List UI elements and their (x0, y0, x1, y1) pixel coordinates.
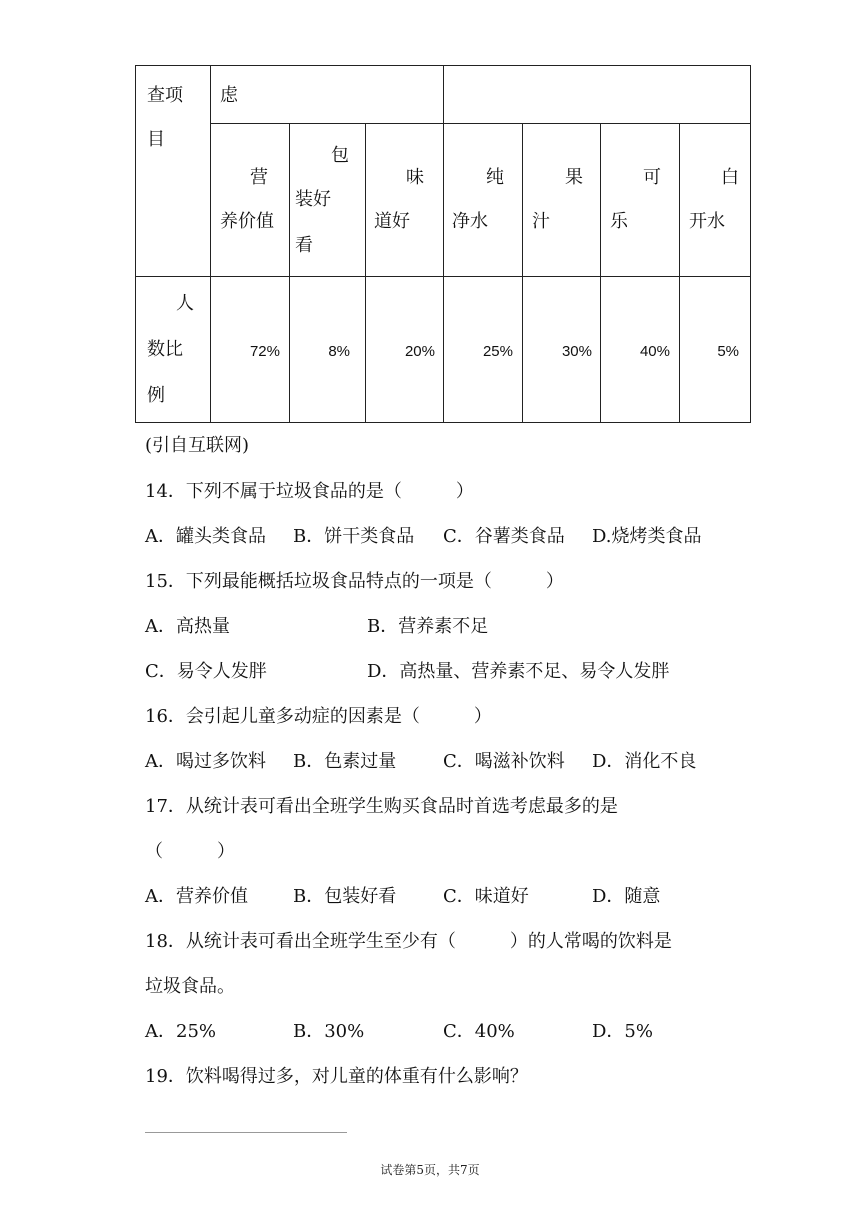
percent-value: 30% (561, 343, 592, 360)
percent-value: 72% (249, 343, 280, 360)
table-grid-line (210, 66, 211, 422)
column-header-nutrition: 营 (250, 167, 268, 188)
source-note: (引自互联网) (145, 435, 250, 456)
option-a: A．喝过多饮料 (145, 751, 266, 772)
column-header-cola: 可 (643, 167, 661, 188)
question-18-continuation: 垃圾食品。 (145, 976, 235, 997)
question-15: 15．下列最能概括垃圾食品特点的一项是（ ） (145, 571, 564, 592)
column-header-boiled-water: 开水 (689, 211, 725, 232)
table-header-top-value: 虑 (220, 85, 238, 106)
survey-table (135, 65, 751, 423)
option-b: B．包装好看 (293, 886, 397, 907)
question-17-continuation: （ ） (145, 841, 235, 862)
row-label-line: 数比 (147, 339, 183, 360)
column-header-packaging: 包 (331, 145, 349, 166)
table-grid-line (136, 276, 750, 277)
option-d: D．5% (592, 1021, 653, 1042)
option-a: A．高热量 (145, 616, 230, 637)
column-header-juice: 果 (565, 167, 583, 188)
table-grid-line (522, 123, 523, 422)
table-grid-line (210, 123, 750, 124)
question-16: 16．会引起儿童多动症的因素是（ ） (145, 706, 492, 727)
table-grid-line (289, 123, 290, 422)
option-b: B．饼干类食品 (293, 526, 415, 547)
option-b: B．色素过量 (293, 751, 397, 772)
percent-value: 20% (404, 343, 435, 360)
percent-value: 5% (717, 343, 739, 360)
option-a: A．25% (145, 1021, 217, 1042)
column-header-cola: 乐 (610, 211, 628, 232)
option-c: C．40% (443, 1021, 515, 1042)
option-d: D.烧烤类食品 (592, 526, 702, 547)
column-header-taste: 味 (406, 167, 424, 188)
option-d: D．高热量、营养素不足、易令人发胖 (367, 661, 670, 682)
question-17: 17．从统计表可看出全班学生购买食品时首选考虑最多的是 (145, 796, 618, 817)
page-footer: 试卷第5页，共7页 (380, 1163, 480, 1177)
option-d: D．随意 (592, 886, 661, 907)
option-c: C．易令人发胖 (145, 661, 267, 682)
percent-value: 8% (328, 343, 350, 360)
option-c: C．喝滋补饮料 (443, 751, 565, 772)
table-header-label-line: 查项 (147, 85, 183, 106)
option-d: D．消化不良 (592, 751, 697, 772)
option-a: A．营养价值 (145, 886, 248, 907)
table-header-label-line: 目 (147, 129, 165, 150)
column-header-pure-water: 净水 (452, 211, 488, 232)
column-header-pure-water: 纯 (486, 167, 504, 188)
table-grid-line (600, 123, 601, 422)
percent-value: 40% (639, 343, 670, 360)
column-header-boiled-water: 白 (721, 167, 739, 188)
option-c: C．味道好 (443, 886, 529, 907)
question-14: 14．下列不属于垃圾食品的是（ ） (145, 481, 474, 502)
option-a: A．罐头类食品 (145, 526, 266, 547)
row-label-line: 例 (147, 385, 165, 406)
column-header-nutrition: 养价值 (220, 211, 274, 232)
question-19: 19．饮料喝得过多，对儿童的体重有什么影响？ (145, 1066, 528, 1087)
question-18: 18．从统计表可看出全班学生至少有（ ）的人常喝的饮料是 (145, 931, 672, 952)
footnote-divider (145, 1132, 347, 1133)
table-grid-line (443, 66, 444, 422)
percent-value: 25% (482, 343, 513, 360)
column-header-packaging: 装好 (295, 189, 331, 210)
option-b: B．30% (293, 1021, 365, 1042)
column-header-juice: 汁 (532, 211, 550, 232)
row-label-line: 人 (176, 293, 194, 314)
column-header-packaging: 看 (295, 235, 313, 256)
column-header-taste: 道好 (374, 211, 410, 232)
option-b: B．营养素不足 (367, 616, 489, 637)
table-grid-line (365, 123, 366, 422)
table-grid-line (679, 123, 680, 422)
option-c: C．谷薯类食品 (443, 526, 565, 547)
